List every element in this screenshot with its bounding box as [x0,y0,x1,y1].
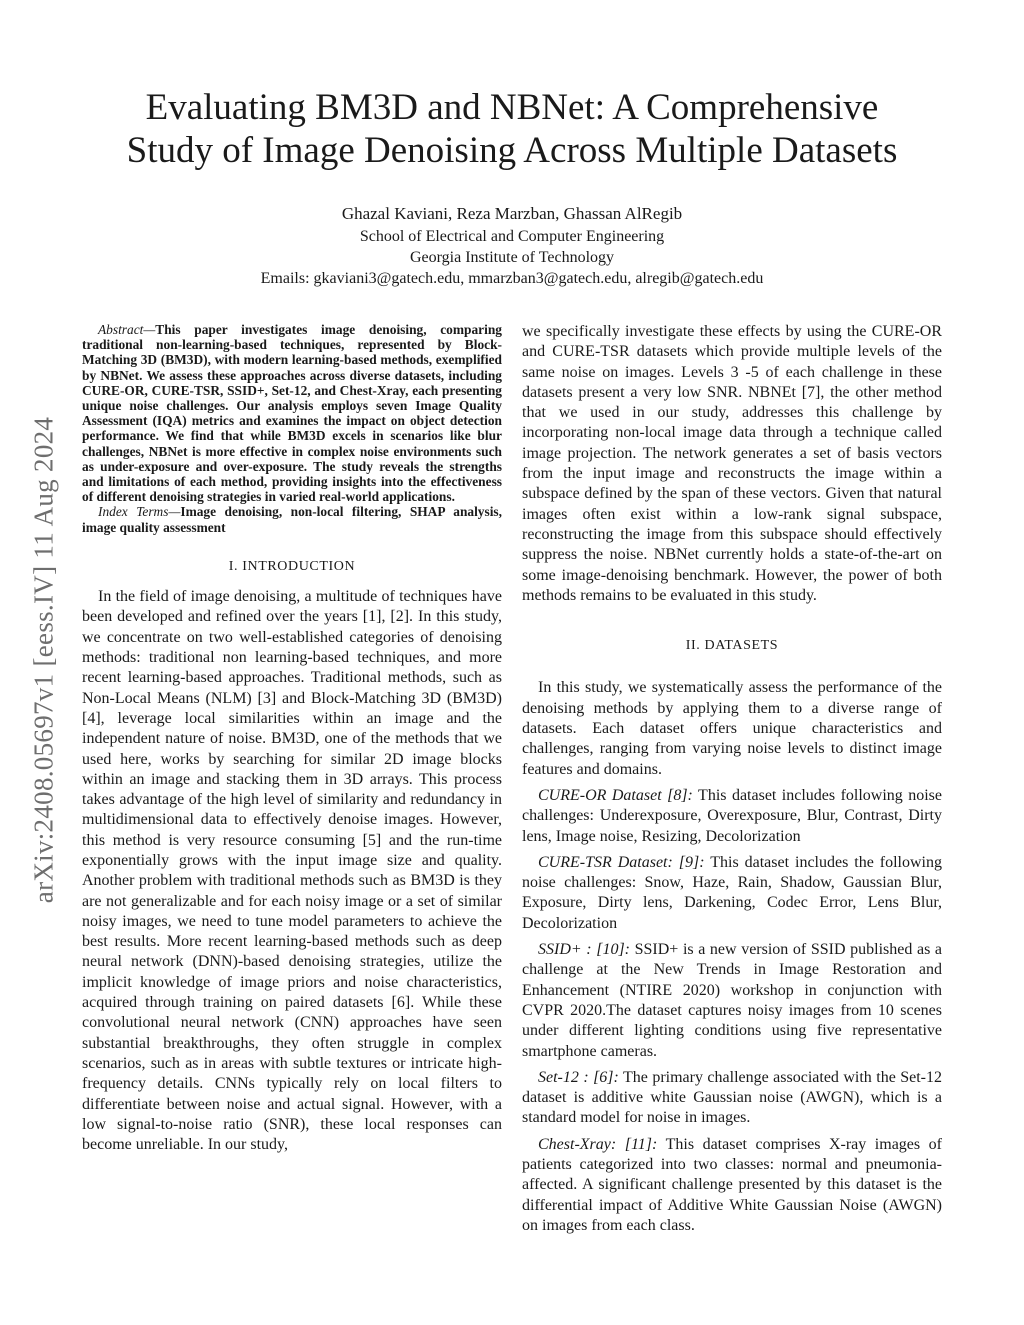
introduction-paragraph-continued: we specifically investigate these effects by using the CURE-OR and CURE-TSR datasets which provide multiple levels of the same noise on images. Levels 3 -5 of each challenge in these datasets present a very low SNR. NBNEt [7], the other method that we used in our study, addresses this challenge by incorporating non-local image data through a technique called image projection. The network generates a set of basis vectors from the input image and reconstructs the image within a subspace defined by the span of these vectors. Given that natural images often exist within a low-rank signal subspace, reconstructing the image from this subspace should effectively suppress the noise. NBNet currently holds a state-of-the-art on some image-denoising benchmark. However, the power of both methods remains to be evaluated in this study. [522,323,942,604]
dataset-term: CURE-TSR Dataset: [9]: [538,853,705,871]
author-department: School of Electrical and Computer Engineering [359,228,665,245]
dataset-term: Chest-Xray: [11]: [538,1135,658,1153]
index-terms-lead: Index Terms— [98,504,181,520]
title-line-1: Evaluating BM3D and NBNet: A Comprehensive [145,87,879,128]
dataset-text: This dataset includes the following noise challenges: Snow, Haze, Rain, Shadow, Gaussian Blur, Exposure, Dirty lens, Darkening, Codec Error, Lens Blur, Decolorization [522,853,942,932]
section-heading-introduction: I. INTRODUCTION [228,558,356,574]
datasets-intro: In this study, we systematically assess the performance of the denoising methods by applying them to a diverse range of datasets. Each dataset offers unique characteristics and challenges, ranging from varying noise levels to distinct image features and domains. [522,679,942,778]
index-terms-text: Image denoising, non-local filtering, SHAP analysis, image quality assessment [82,504,502,535]
section-heading-datasets: II. DATASETS [685,638,779,654]
introduction-paragraph: In the field of image denoising, a multitude of techniques have been developed and refined over the years [1], [2]. In this study, we concentrate on two well-established categories of denoising methods: traditional non learning-based techniques, and more recent learning-based approaches. Traditional methods, such as Non-Local Means (NLM) [3] and Block-Matching 3D (BM3D) [4], leverage local similarities within an image and the independent nature of noise. BM3D, one of the methods that we used here, works by searching for similar 2D image blocks within an image and stacking them in 3D arrays. This process takes advantage of the high level of similarity and redundancy in multidimensional data to effectively denoise images. However, this method is very resource consuming [5] and the run-time exponentially grows with the input image size and quality. Another problem with traditional methods such as BM3D is they are not generalizable and for each noisy image or a set of similar noisy images, we need to tune model parameters to achieve the best results. More recent learning-based methods such as deep neural network (DNN)-based denoising strategies, utilize the implicit knowledge of image priors and noise characteristics, acquired through training on paired datasets [6]. While these convolutional neural network (CNN) approaches have seen substantial breakthroughs, they often struggle in complex scenarios, such as in areas with subtle textures or intricate high-frequency details. CNNs typically rely on local filters to differentiate between noise and actual signal. However, with a low signal-to-noise ratio (SNR), these local responses can become unreliable. In our study, [82,588,502,1154]
abstract [82,322,502,504]
dataset-text: This dataset comprises X-ray images of patients categorized into two classes: normal and pneumonia-affected. A significant challenge presented by this dataset is the differential impact of Additive White Gaussian Noise (AWGN) on images from each class. [522,1135,942,1234]
dataset-text: This dataset includes following noise challenges: Underexposure, Overexposure, Blur, Contrast, Dirty lens, Image noise, Resizing, Decolorization [522,786,943,845]
dataset-item-set-12 [522,1068,942,1129]
dataset-term: Set-12 : [6]: [538,1068,619,1086]
dataset-term: SSID+ : [10]: [538,941,631,959]
dataset-item-chest-xray [522,1135,942,1236]
arxiv-identifier-text: arXiv:2408.05697v1 [eess.IV] 11 Aug 2024 [28,416,59,904]
left-column [82,322,502,1155]
abstract-lead: Abstract— [98,322,156,337]
dataset-term: CURE-OR Dataset [8]: [538,786,693,804]
dataset-item-cure-or [522,786,942,847]
right-column [522,322,942,1242]
abstract-text: This paper investigates image denoising, comparing traditional non-learning-based techniques, represented by Block-Matching 3D (BM3D), with modern learning-based methods, exemplified by NBNet. We assess these approaches across diverse datasets, including CURE-OR, CURE-TSR, SSID+, Set-12, and Chest-Xray, each presenting unique noise challenges. Our analysis employs seven Image Quality Assessment (IQA) metrics and examines the impact on object detection performance. We find that while BM3D excels in scenarios like blur challenges, NBNet is more effective in complex noise environments such as under-exposure and over-exposure. The study reveals the strengths and limitations of each method, providing insights into the effectiveness of different denoising strategies in varied real-world applications. [82,322,502,505]
dataset-text: The primary challenge associated with the Set-12 dataset is additive white Gaussian noise (AWGN), which is a standard model for noise in images. [522,1068,943,1127]
dataset-text: SSID+ is a new version of SSID published as a challenge at the New Trends in Image Restoration and Enhancement (NTIRE 2020) workshop in conjunction with CVPR 2020.The dataset captures noisy images from 10 scenes under different lighting conditions using five representative smartphone cameras. [522,941,942,1060]
author-institution: Georgia Institute of Technology [409,249,615,266]
dataset-item-ssid-plus [522,940,942,1062]
title-line-2: Study of Image Denoising Across Multiple Datasets [126,130,898,171]
index-terms [82,504,502,534]
author-names: Ghazal Kaviani, Reza Marzban, Ghassan AlRegib [341,204,683,223]
dataset-item-cure-tsr [522,853,942,934]
paper-title [60,86,964,172]
author-emails: Emails: gkaviani3@gatech.edu, mmarzban3@gatech.edu, alregib@gatech.edu [260,270,764,287]
author-block [60,202,964,289]
